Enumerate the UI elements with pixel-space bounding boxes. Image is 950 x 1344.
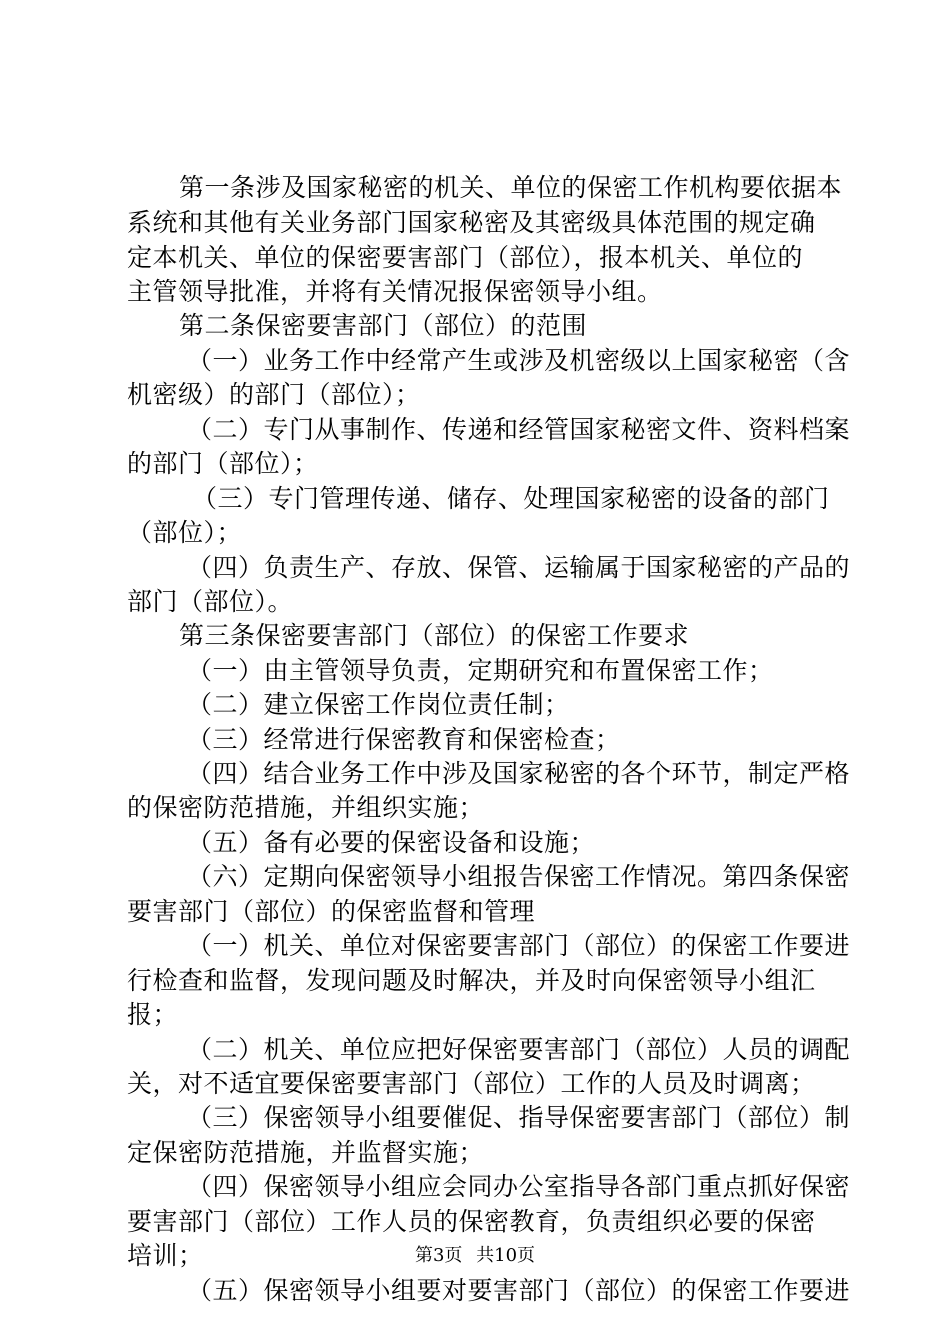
text-line: （一）由主管领导负责，定期研究和布置保密工作；: [187, 656, 774, 685]
page-number: 第3页: [414, 1245, 463, 1266]
text-line: （一）业务工作中经常产生或涉及机密级以上国家秘密（含: [187, 346, 851, 375]
text-line: 部门（部位）。: [127, 587, 294, 616]
page-total: 共10页: [476, 1245, 536, 1266]
text-line: （二）专门从事制作、传递和经管国家秘密文件、资料档案: [187, 415, 851, 444]
text-line: （三）专门管理传递、储存、处理国家秘密的设备的部门: [192, 484, 830, 513]
text-line: （三）保密领导小组要催促、指导保密要害部门（部位）制: [187, 1103, 851, 1132]
text-line: （一）机关、单位对保密要害部门（部位）的保密工作要进: [187, 931, 851, 960]
text-line: （二）机关、单位应把好保密要害部门（部位）人员的调配: [187, 1035, 851, 1064]
text-line: 培训；: [127, 1241, 204, 1270]
text-line: 的部门（部位）；: [127, 449, 319, 478]
text-line: 要害部门（部位）工作人员的保密教育，负责组织必要的保密: [127, 1207, 816, 1236]
text-line: （四）结合业务工作中涉及国家秘密的各个环节，制定严格: [187, 759, 851, 788]
text-line: （三）经常进行保密教育和保密检查；: [187, 725, 621, 754]
text-line: 第三条保密要害部门（部位）的保密工作要求: [179, 621, 690, 650]
text-line: 报；: [127, 1000, 179, 1029]
text-line: （四）负责生产、存放、保管、运输属于国家秘密的产品的: [187, 553, 851, 582]
text-line: 关，对不适宜要保密要害部门（部位）工作的人员及时调离；: [127, 1069, 816, 1098]
text-line: （四）保密领导小组应会同办公室指导各部门重点抓好保密: [187, 1172, 851, 1201]
text-line: 要害部门（部位）的保密监督和管理: [127, 897, 536, 926]
text-line: 定保密防范措施，并监督实施；: [127, 1138, 485, 1167]
text-line: 行检查和监督，发现问题及时解决，并及时向保密领导小组汇: [127, 966, 816, 995]
text-line: （部位）；: [127, 518, 243, 547]
text-line: 定本机关、单位的保密要害部门（部位），报本机关、单位的: [127, 243, 804, 272]
text-line: 机密级）的部门（部位）；: [127, 380, 421, 409]
page-footer: [0, 1244, 950, 1268]
text-line: （五）保密领导小组要对要害部门（部位）的保密工作要进: [187, 1276, 851, 1305]
text-line: 主管领导批准，并将有关情况报保密领导小组。: [127, 277, 663, 306]
text-line: （五）备有必要的保密设备和设施；: [187, 828, 596, 857]
text-line: （二）建立保密工作岗位责任制；: [187, 690, 570, 719]
text-line: 第二条保密要害部门（部位）的范围: [179, 311, 588, 340]
text-line: 系统和其他有关业务部门国家秘密及其密级具体范围的规定确: [127, 208, 816, 237]
text-line: （六）定期向保密领导小组报告保密工作情况。第四条保密: [187, 862, 851, 891]
text-line: 第一条涉及国家秘密的机关、单位的保密工作机构要依据本: [179, 173, 843, 202]
text-line: 的保密防范措施，并组织实施；: [127, 793, 485, 822]
